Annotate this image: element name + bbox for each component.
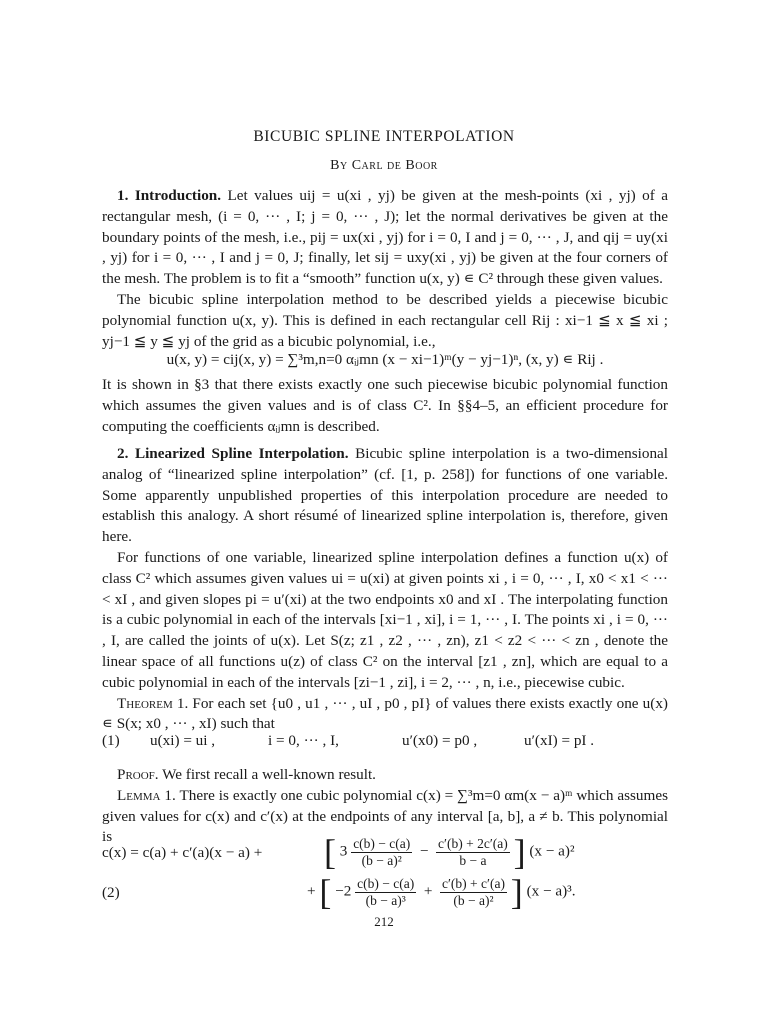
left-bracket: [	[324, 832, 336, 872]
term-2-fraction	[436, 836, 510, 869]
equation-1-part-b: i = 0, ··· , I,	[268, 732, 339, 749]
theorem-text: For each set {u0 , u1 , ··· , uI , p0 , pI} of values there exists exactly one u(x) ∊ S(x; x0 , ··· , xI) such that	[102, 694, 668, 733]
section-1-cont	[102, 375, 668, 437]
term-1-numerator: c(b) − c(a)	[353, 835, 411, 851]
term-4-fraction	[440, 876, 507, 909]
equation-2-line-1	[102, 834, 668, 874]
term-3-fraction	[355, 876, 416, 909]
equation-2-lhs: c(x) = c(a) + c′(a)(x − a) +	[102, 844, 263, 861]
sec2-paragraph-1	[102, 444, 668, 548]
term-1-coefficient: 3	[339, 842, 348, 860]
plus-sign-2: +	[420, 882, 437, 900]
right-bracket-2: ]	[510, 872, 523, 912]
proof-paragraph	[102, 765, 668, 786]
proof-label: Proof.	[117, 766, 159, 783]
intro-paragraph-2: The bicubic spline interpolation method to be described yields a piecewise bicubic polynomial function u(x, y). This is defined in each rectangular cell Rij : xi−1 ≦ x ≦ xi ; yj−1 ≦ y ≦ yj of the grid as a bicubic polynomial, i.e.,	[102, 290, 668, 350]
equation-2-line-2-body	[307, 874, 576, 910]
left-bracket-2: [	[319, 872, 332, 912]
term-2-denominator: b − a	[459, 852, 487, 868]
term-4-tail: (x − a)³.	[526, 882, 576, 900]
equation-2-label: (2)	[102, 884, 120, 901]
equation-1-label: (1)	[102, 732, 120, 749]
term-1-fraction	[351, 836, 412, 869]
intro-text-1: Let values uij = u(xi , yj) be given at the mesh-points (xi , yj) of a rectangular mesh, (i = 0, ··· , I; j = 0, ··· , J); let the normal derivatives be given at the boundary points of the mesh, i.e., pij = ux(xi , yj) for i = 0, I and j = 0, ··· , J, and qij = uy(xi , yj) for i = 0, ··· , I and j = 0, J; finally, let sij = uxy(xi , yj) be given at the four corners of the mesh. The problem is to fit a “smooth” function u(x, y) ∊ C² through these given values.	[102, 187, 668, 288]
lemma-text: There is exactly one cubic polynomial c(x) = ∑³m=0 αm(x − a)ᵐ which assumes given values for c(x) and c′(x) at the endpoints of any interval [a, b], a ≠ b. This polynomial is	[102, 786, 668, 846]
term-2-numerator: c′(b) + 2c′(a)	[438, 835, 508, 851]
equation-2-line-1-body	[324, 834, 575, 870]
bicubic-equation: u(x, y) = cij(x, y) = ∑³m,n=0 αᵢⱼmn (x − xi−1)ᵐ(y − yj−1)ⁿ, (x, y) ∊ Rij .	[166, 351, 604, 368]
term-1-denominator: (b − a)²	[361, 852, 402, 868]
term-3-numerator: c(b) − c(a)	[357, 875, 415, 891]
section-1-heading: 1. Introduction.	[117, 187, 222, 204]
term-2-tail: (x − a)²	[529, 842, 575, 860]
term-4-denominator: (b − a)²	[453, 892, 494, 908]
page-number: 212	[374, 914, 394, 929]
lemma-label: Lemma 1.	[117, 786, 176, 804]
equation-1	[102, 732, 668, 754]
sec2-paragraph-2: For functions of one variable, linearized spline interpolation defines a function u(x) of class C² which assumes given values ui = u(xi) at given points xi , i = 0, ··· , I, x0 < x1 < ··· < xI , and given slopes pi = u′(xi) at the two endpoints x0 and xI . The interpolating function is a cubic polynomial in each of the intervals [xi−1 , xi], i = 1, ··· , I. The points xi , i = 0, ··· , I, are called the joints of u(x). Let S(z; z1 , z2 , ··· , zn), z1 < z2 < ··· < zn , denote the linear space of all functions u(z) of class C² on the interval [z1 , zn], which are equal to a cubic polynomial in each of the intervals [zi−1 , zi], i = 2, ··· , n, i.e., piecewise cubic.	[102, 548, 668, 691]
section-1	[102, 186, 668, 352]
intro-paragraph-3: It is shown in §3 that there exists exactly one such piecewise bicubic polynomial function which assumes the given values and is of class C². In §§4–5, an efficient procedure for computing the coefficients αᵢⱼmn is described.	[102, 376, 668, 435]
section-2	[102, 444, 668, 735]
theorem-label: Theorem 1.	[117, 694, 189, 712]
section-2-heading: 2. Linearized Spline Interpolation.	[117, 445, 349, 462]
equation-2-line-2	[102, 874, 668, 914]
right-bracket: ]	[513, 832, 526, 872]
term-3-coefficient: −2	[335, 882, 352, 900]
sec2-text-1: Bicubic spline interpolation is a two-dimensional analog of “linearized spline interpolation” (cf. [1, p. 258]) for functions of one variable. Some apparently unpublished properties of this interpolation procedure are needed to establish this analogy. A short résumé of linearized spline interpolation is, therefore, given here.	[102, 445, 669, 546]
minus-sign: −	[416, 842, 433, 860]
theorem-1	[102, 694, 668, 736]
term-4-numerator: c′(b) + c′(a)	[441, 875, 505, 891]
paper-title: BICUBIC SPLINE INTERPOLATION	[253, 128, 515, 145]
plus-sign: +	[307, 882, 316, 900]
equation-1-part-d: u′(xI) = pI .	[524, 732, 595, 749]
paper-author: By Carl de Boor	[330, 158, 438, 173]
proof-text: We first recall a well-known result.	[162, 766, 376, 783]
equation-1-part-a: u(xi) = ui ,	[150, 732, 216, 749]
term-3-denominator: (b − a)³	[365, 892, 406, 908]
equation-1-part-c: u′(x0) = p0 ,	[402, 732, 478, 749]
intro-paragraph-1	[102, 186, 668, 290]
